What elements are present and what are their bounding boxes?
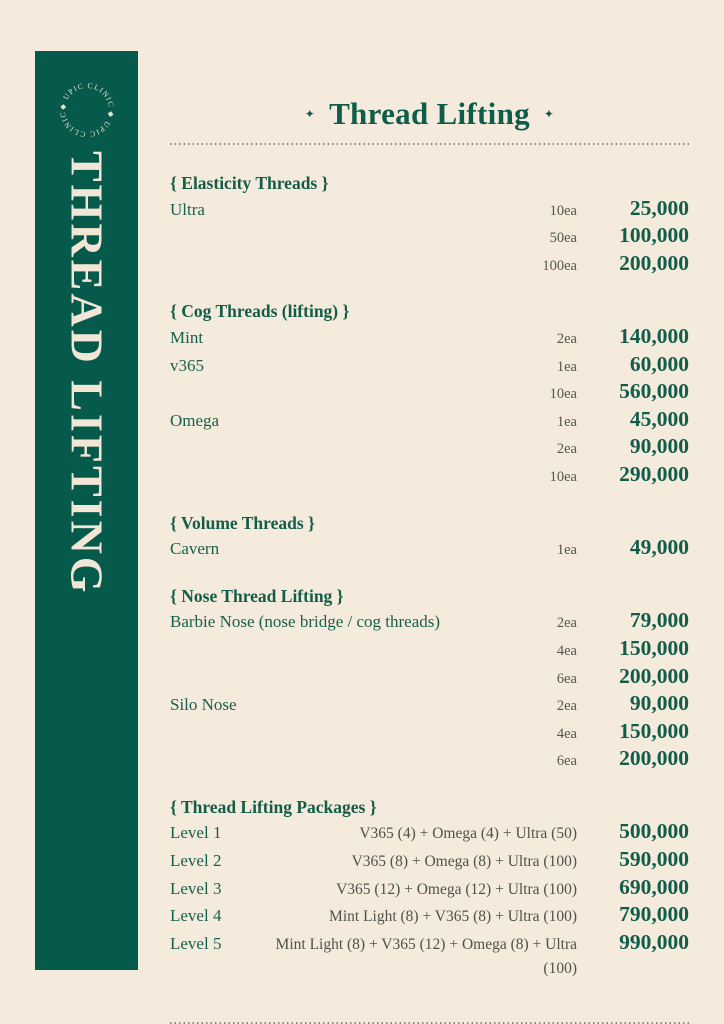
quantity: 10ea xyxy=(549,202,577,219)
treatment-name: Level 3 xyxy=(170,878,222,898)
treatment-name: Cavern xyxy=(170,539,220,559)
price: 150,000 xyxy=(619,718,689,743)
menu-section xyxy=(170,299,689,489)
price-row xyxy=(170,251,689,279)
price: 79,000 xyxy=(629,608,689,633)
section-rows xyxy=(170,608,689,774)
logo-ring-text: ◆ UPIC CLINIC ◆ UPIC CLINIC xyxy=(57,80,116,140)
dotted-divider-top xyxy=(170,143,689,145)
sidebar-band xyxy=(35,51,138,970)
section-rows xyxy=(170,535,689,563)
treatment-name: Silo Nose xyxy=(170,695,237,715)
price-row xyxy=(170,691,689,719)
menu-section xyxy=(170,584,689,774)
quantity: 6ea xyxy=(556,753,577,770)
treatment-name: Level 2 xyxy=(170,851,222,871)
price: 560,000 xyxy=(619,379,689,404)
quantity: 2ea xyxy=(556,441,577,458)
section-rows xyxy=(170,819,689,982)
package-contents: V365 (8) + Omega (8) + Ultra (100) xyxy=(351,853,577,871)
price: 200,000 xyxy=(619,663,689,688)
price-row xyxy=(170,608,689,636)
quantity: 4ea xyxy=(556,725,577,742)
price: 100,000 xyxy=(619,223,689,248)
price: 60,000 xyxy=(629,351,689,376)
svg-text:◆ UPIC CLINIC ◆ UPIC CLINIC xyxy=(57,81,115,139)
treatment-name: Mint xyxy=(170,327,204,347)
price-row xyxy=(170,407,689,435)
price: 45,000 xyxy=(629,406,689,431)
menu-section xyxy=(170,511,689,563)
price-row xyxy=(170,819,689,847)
content-column xyxy=(170,0,689,1024)
section-heading: { Thread Lifting Packages } xyxy=(170,796,377,817)
sidebar-vertical-title: THREAD LIFTING xyxy=(61,151,113,596)
treatment-name: Barbie Nose (nose bridge / cog threads) xyxy=(170,612,441,632)
section-heading: { Nose Thread Lifting } xyxy=(170,585,344,606)
clinic-seal-logo-icon xyxy=(54,77,120,143)
quantity: 100ea xyxy=(542,257,577,274)
price-row xyxy=(170,719,689,747)
price: 200,000 xyxy=(619,250,689,275)
price-row xyxy=(170,636,689,664)
price: 90,000 xyxy=(629,434,689,459)
quantity: 1ea xyxy=(556,542,577,559)
price: 90,000 xyxy=(629,691,689,716)
price: 200,000 xyxy=(619,746,689,771)
quantity: 2ea xyxy=(556,330,577,347)
quantity: 2ea xyxy=(556,698,577,715)
package-contents: Mint Light (8) + V365 (12) + Omega (8) + Ultra (100) xyxy=(275,935,577,978)
package-contents: V365 (4) + Omega (4) + Ultra (50) xyxy=(359,825,577,843)
price: 590,000 xyxy=(619,847,689,872)
package-contents: Mint Light (8) + V365 (8) + Ultra (100) xyxy=(329,908,577,926)
page-title-text: Thread Lifting xyxy=(329,96,530,131)
price: 690,000 xyxy=(619,874,689,899)
diamond-bullet-left-icon: ✦ xyxy=(304,107,316,121)
price-row xyxy=(170,434,689,462)
quantity: 10ea xyxy=(549,468,577,485)
menu-section xyxy=(170,171,689,278)
price-row xyxy=(170,324,689,352)
price-row xyxy=(170,462,689,490)
price-row xyxy=(170,902,689,930)
price: 140,000 xyxy=(619,323,689,348)
price-row xyxy=(170,223,689,251)
price: 990,000 xyxy=(619,929,689,954)
treatment-name: Omega xyxy=(170,410,220,430)
section-heading: { Cog Threads (lifting) } xyxy=(170,301,350,322)
price-menu xyxy=(170,171,689,982)
price: 49,000 xyxy=(629,535,689,560)
price: 150,000 xyxy=(619,635,689,660)
section-rows xyxy=(170,196,689,279)
quantity: 1ea xyxy=(556,413,577,430)
section-heading: { Elasticity Threads } xyxy=(170,173,329,193)
price-row xyxy=(170,875,689,903)
price: 25,000 xyxy=(629,195,689,220)
treatment-name: Level 5 xyxy=(170,933,222,953)
price-row xyxy=(170,930,689,982)
price-row xyxy=(170,379,689,407)
price-row xyxy=(170,847,689,875)
section-heading: { Volume Threads } xyxy=(170,512,315,533)
diamond-bullet-right-icon: ✦ xyxy=(543,107,555,121)
package-contents: V365 (12) + Omega (12) + Ultra (100) xyxy=(336,880,577,898)
price-row xyxy=(170,535,689,563)
page-title xyxy=(170,96,689,132)
treatment-name: Level 1 xyxy=(170,823,222,843)
treatment-name: v365 xyxy=(170,355,204,375)
price-row xyxy=(170,196,689,224)
menu-section xyxy=(170,795,689,982)
price: 500,000 xyxy=(619,819,689,844)
treatment-name: Ultra xyxy=(170,199,205,219)
section-rows xyxy=(170,324,689,490)
treatment-name: Level 4 xyxy=(170,906,222,926)
quantity: 4ea xyxy=(556,642,577,659)
price-row xyxy=(170,352,689,380)
price-row xyxy=(170,664,689,692)
price: 290,000 xyxy=(619,461,689,486)
quantity: 2ea xyxy=(556,615,577,632)
quantity: 10ea xyxy=(549,386,577,403)
quantity: 50ea xyxy=(549,230,577,247)
quantity: 6ea xyxy=(556,670,577,687)
price-row xyxy=(170,746,689,774)
price: 790,000 xyxy=(619,902,689,927)
quantity: 1ea xyxy=(556,358,577,375)
